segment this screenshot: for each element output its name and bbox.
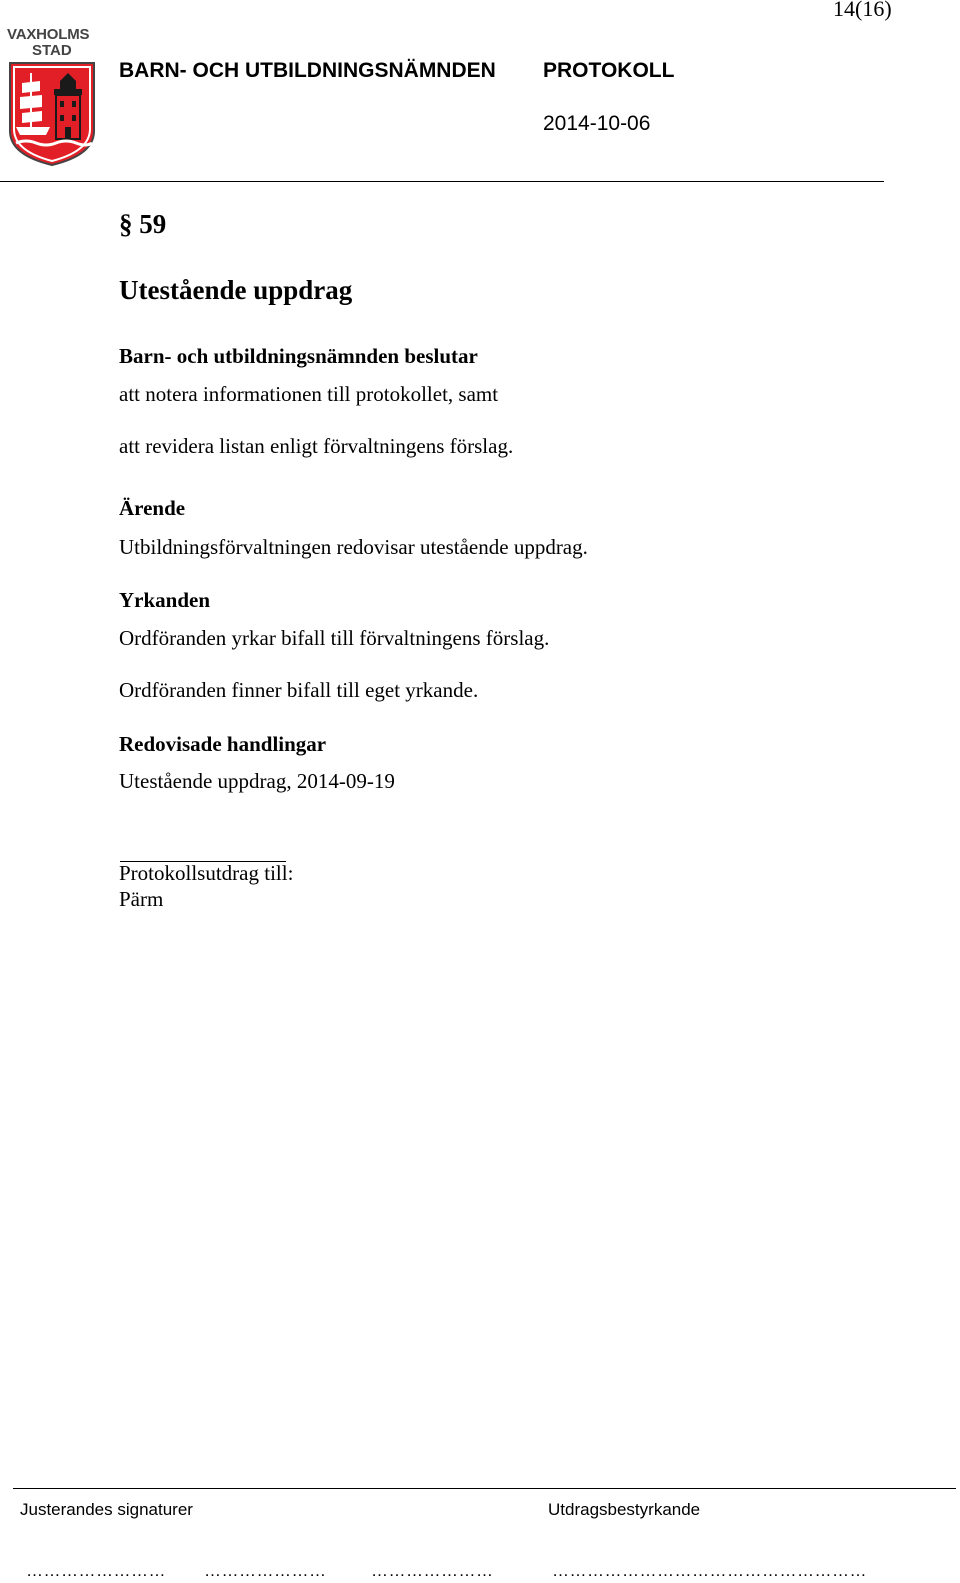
handlingar-text: Utestående uppdrag, 2014-09-19: [119, 769, 395, 793]
page-title: Utestående uppdrag: [119, 275, 353, 305]
logo-text-line1: VAXHOLMS: [7, 26, 90, 43]
document-type: PROTOKOLL: [543, 59, 675, 82]
logo-text-line2: STAD: [32, 42, 72, 59]
committee-name: BARN- OCH UTBILDNINGSNÄMNDEN: [119, 59, 496, 82]
yrkanden-heading: Yrkanden: [119, 588, 211, 612]
decision-heading: Barn- och utbildningsnämnden beslutar: [119, 344, 478, 368]
protokollsutdrag-label: Protokollsutdrag till:: [119, 861, 294, 885]
handlingar-heading: Redovisade handlingar: [119, 732, 327, 756]
arende-text: Utbildningsförvaltningen redovisar utestående uppdrag.: [119, 535, 588, 559]
footer-signatures-label: Justerandes signaturer: [20, 1500, 193, 1519]
arende-heading: Ärende: [119, 496, 186, 520]
extract-signature-line: ………………………………………………: [552, 1561, 867, 1580]
footer-divider: [13, 1488, 956, 1489]
header-divider: [0, 181, 884, 182]
coat-of-arms-icon: [8, 61, 96, 167]
protokollsutdrag-recipient: Pärm: [119, 887, 164, 911]
signature-line: …………………: [371, 1561, 494, 1580]
yrkanden-line: Ordföranden yrkar bifall till förvaltningens förslag.: [119, 626, 550, 650]
footer-extract-label: Utdragsbestyrkande: [548, 1500, 701, 1519]
decision-line: att revidera listan enligt förvaltningens förslag.: [119, 434, 514, 458]
decision-line: att notera informationen till protokollet, samt: [119, 382, 499, 406]
signature-line: …………………: [204, 1561, 327, 1580]
signature-line: ……………………: [26, 1561, 166, 1580]
section-number: § 59: [119, 209, 167, 239]
document-date: 2014-10-06: [543, 112, 651, 135]
yrkanden-line: Ordföranden finner bifall till eget yrkande.: [119, 678, 479, 702]
page-number: 14(16): [833, 0, 892, 21]
